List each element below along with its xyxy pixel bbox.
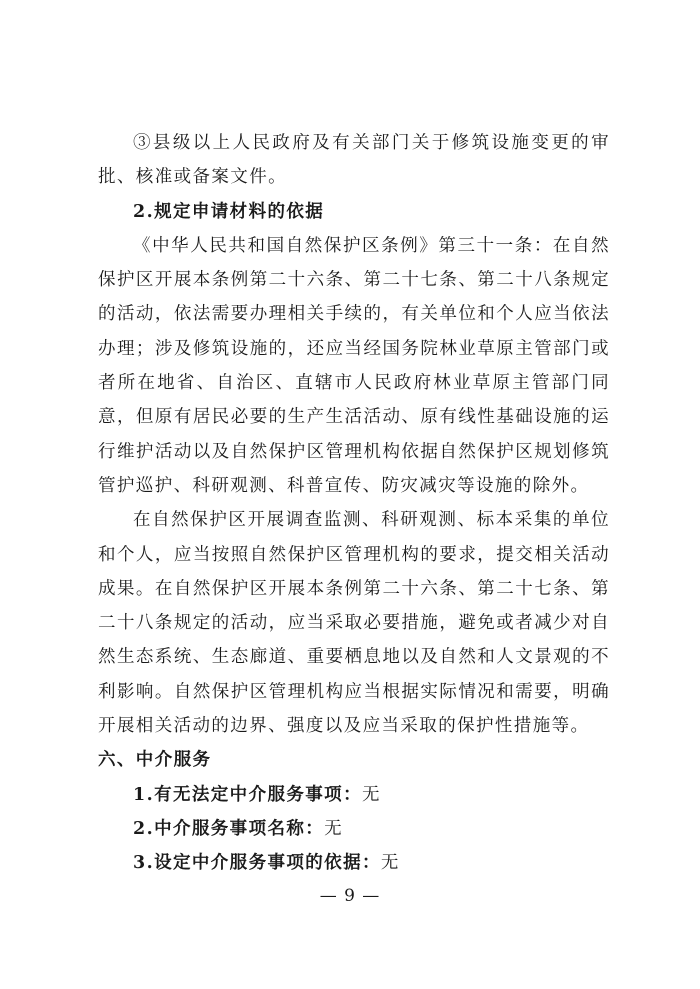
- document-body: [98, 126, 610, 881]
- item-value: 无: [361, 784, 381, 805]
- item-value: 无: [324, 818, 344, 839]
- paragraph-survey-monitoring: 在自然保护区开展调查监测、科研观测、标本采集的单位和个人，应当按照自然保护区管理机构的要求，提交相关活动成果。在自然保护区开展本条例第二十六条、第二十七条、第二十八条规定的活动，应当采取必要措施，避免或者减少对自然生态系统、生态廊道、重要栖息地以及自然和人文景观的不利影响。自然保护区管理机构应当根据实际情况和需要，明确开展相关活动的边界、强度以及应当采取的保护性措施等。: [98, 510, 610, 737]
- list-item: [98, 846, 610, 880]
- list-item: [98, 812, 610, 846]
- item-label: 1.有无法定中介服务事项：: [133, 784, 362, 805]
- item-value: 无: [380, 853, 400, 874]
- paragraph-regulation-article-31: 《中华人民共和国自然保护区条例》第三十一条：在自然保护区开展本条例第二十六条、第二十七条、第二十八条规定的活动，依法需要办理相关手续的，有关单位和个人应当依法办理；涉及修筑设施的，还应当经国务院林业草原主管部门或者所在地省、自治区、直辖市人民政府林业草原主管部门同意，但原有居民必要的生产生活活动、原有线性基础设施的运行维护活动以及自然保护区管理机构依据自然保护区规划修筑管护巡护、科研观测、科普宣传、防灾减灾等设施的除外。: [98, 235, 610, 496]
- item-label: 3.设定中介服务事项的依据：: [133, 853, 381, 874]
- heading-material-basis: 2.规定申请材料的依据: [133, 201, 325, 222]
- list-item: [98, 778, 610, 812]
- item-label: 2.中介服务事项名称：: [133, 818, 325, 839]
- section-title-intermediary-service: 六、中介服务: [98, 750, 212, 771]
- paragraph-approval-documents: ③县级以上人民政府及有关部门关于修筑设施变更的审批、核准或备案文件。: [98, 133, 610, 188]
- page-number: — 9 —: [319, 886, 381, 906]
